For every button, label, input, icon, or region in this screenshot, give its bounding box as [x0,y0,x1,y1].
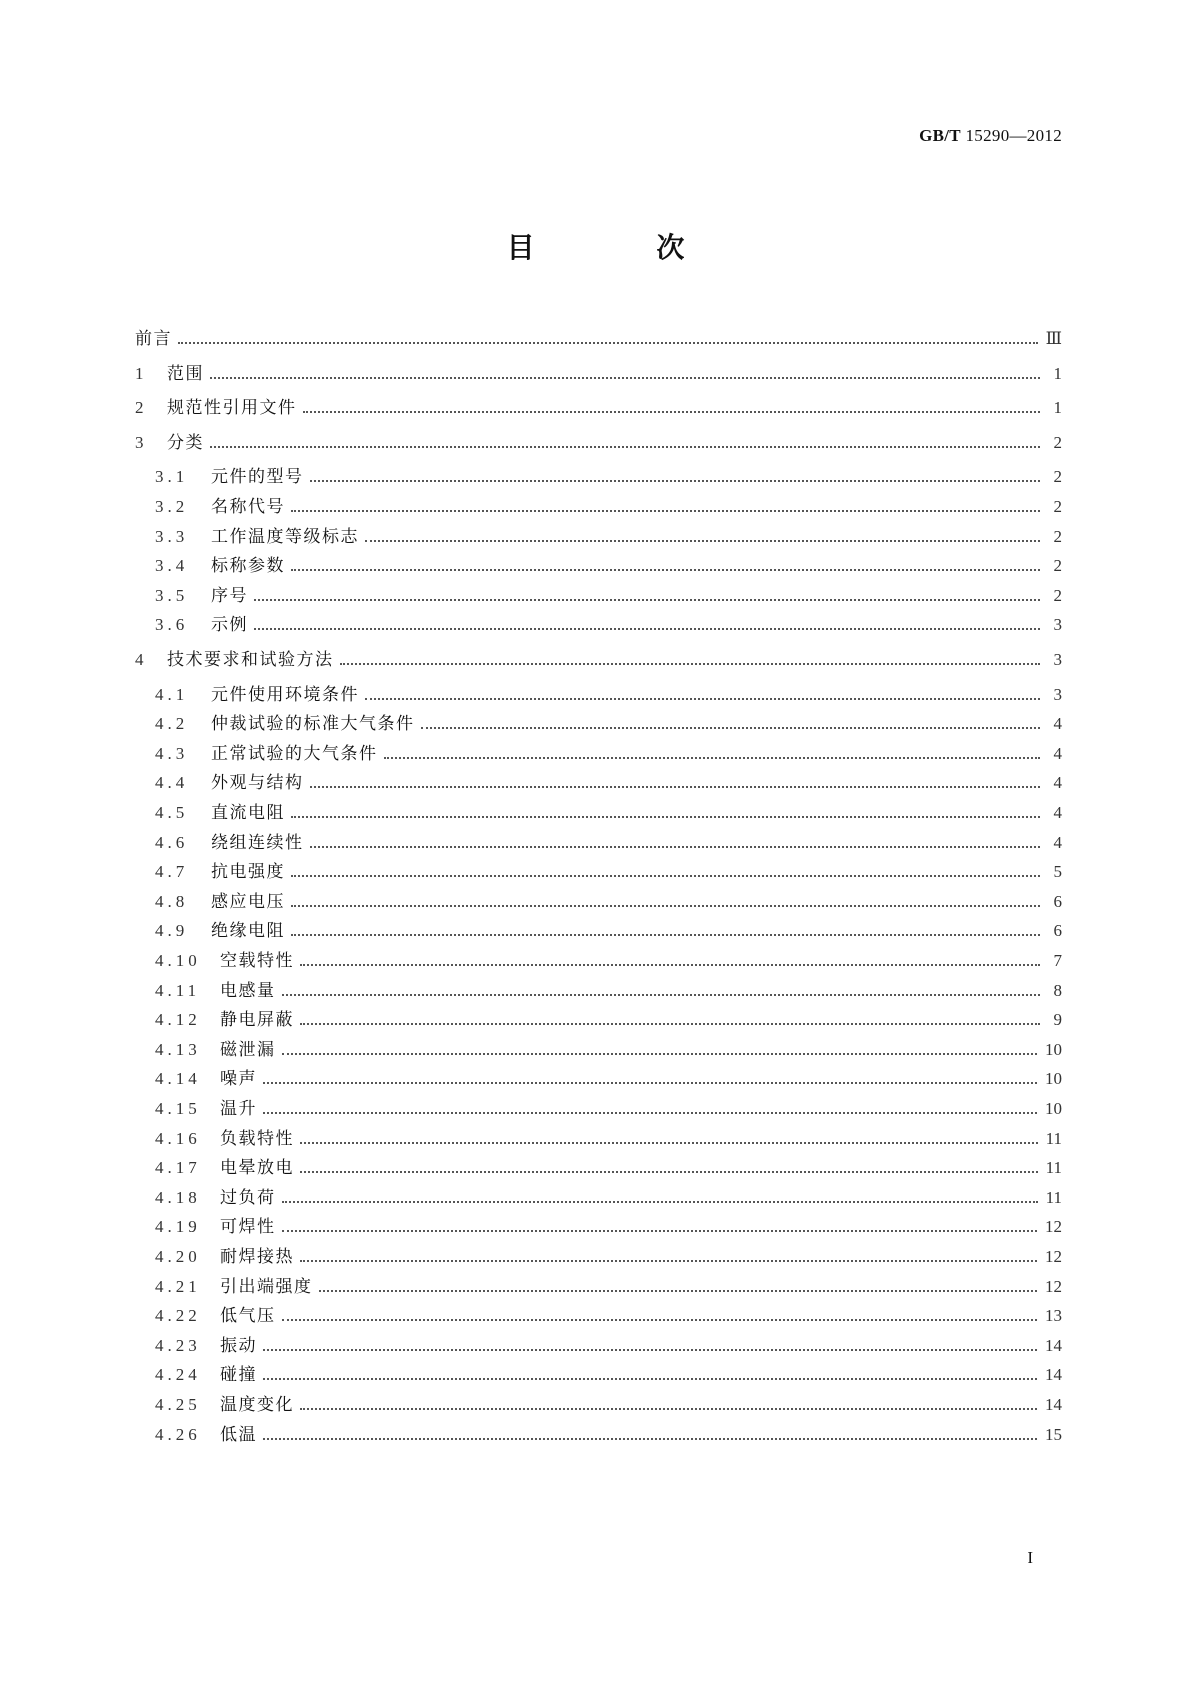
toc-entry[interactable] [135,328,1062,350]
toc-entry-label: 绝缘电阻 [211,921,285,942]
toc-entry-number: 4.11 [155,980,201,1000]
toc-entry-page: 6 [1053,891,1062,911]
toc-entry[interactable] [135,832,1062,854]
toc-entry-label: 磁泄漏 [220,1039,276,1060]
toc-entry-label: 元件的型号 [211,467,304,488]
dot-leader [291,875,1040,877]
toc-entry-page: 9 [1053,1010,1062,1030]
toc-entry-page: 2 [1053,467,1062,487]
toc-entry-label: 标称参数 [211,556,285,577]
toc-entry-number: 4.3 [155,743,189,763]
toc-entry-number: 4.25 [155,1395,201,1414]
toc-entry-page: 3 [1053,615,1062,635]
toc-entry[interactable] [135,1364,1062,1386]
toc-entry-label: 电感量 [220,980,276,1001]
toc-entry-page: 4 [1053,743,1062,763]
toc-entry-label: 感应电压 [211,891,285,912]
toc-entry-number: 4.21 [155,1276,201,1296]
toc-entry[interactable] [135,1335,1062,1357]
dot-leader [300,1171,1038,1173]
toc-entry[interactable] [135,713,1062,735]
toc-entry-number: 1 [135,363,148,383]
dot-leader [291,510,1040,512]
dot-leader [263,1378,1037,1380]
toc-entry-page: 4 [1053,803,1062,822]
toc-entry-number: 4.18 [155,1187,201,1207]
toc-entry[interactable] [135,397,1062,419]
toc-entry[interactable] [135,1128,1062,1150]
toc-entry-number: 4.14 [155,1069,201,1089]
toc-entry-page: 12 [1045,1247,1062,1266]
toc-entry-label: 范围 [167,363,204,384]
toc-entry[interactable] [135,743,1062,765]
standard-prefix: GB/T [919,126,961,145]
toc-entry-page: 14 [1045,1365,1062,1385]
dot-leader [300,1260,1037,1262]
dot-leader [282,1053,1038,1055]
toc-entry[interactable] [135,772,1062,794]
toc-entry-page: 10 [1045,1039,1062,1059]
toc-entry-label: 规范性引用文件 [167,398,297,419]
toc-entry-label: 引出端强度 [220,1276,313,1297]
toc-entry-number: 4 [135,650,148,669]
toc-entry-number: 4.17 [155,1158,201,1178]
standard-number: 15290—2012 [965,126,1062,145]
toc-entry[interactable] [135,1009,1062,1031]
dot-leader [254,628,1040,630]
toc-entry[interactable] [135,1157,1062,1179]
toc-entry-label: 直流电阻 [211,803,285,823]
toc-entry-number: 4.22 [155,1306,201,1326]
toc-entry-page: 7 [1053,951,1062,970]
toc-entry-page: 5 [1053,862,1062,882]
dot-leader [291,934,1040,936]
dot-leader [210,377,1040,379]
toc-entry-page: 1 [1053,363,1062,383]
toc-entry-label: 元件使用环境条件 [211,684,359,705]
dot-leader [300,1408,1037,1410]
dot-leader [340,663,1041,665]
toc-entry-label: 碰撞 [220,1365,257,1386]
toc-entry[interactable] [135,950,1062,972]
toc-entry[interactable] [135,585,1062,607]
toc-entry-label: 负载特性 [220,1128,294,1149]
dot-leader [282,1319,1038,1321]
toc-entry-number: 4.5 [155,803,189,822]
toc-entry-label: 分类 [167,432,204,453]
toc-entry-number: 3.2 [155,497,189,516]
toc-entry-label: 示例 [211,615,248,636]
toc-entry-page: 3 [1053,684,1062,704]
dot-leader [291,569,1040,571]
dot-leader [263,1349,1037,1351]
toc-entry-number: 3.4 [155,556,189,576]
toc-entry-page: 11 [1045,1158,1062,1178]
dot-leader [310,786,1041,788]
dot-leader [282,1230,1038,1232]
dot-leader [210,446,1040,448]
toc-entry-label: 前言 [135,329,172,349]
toc-entry-page: 2 [1053,585,1062,605]
toc-entry[interactable] [135,1276,1062,1298]
dot-leader [291,816,1040,818]
toc-entry-number: 4.9 [155,921,189,941]
toc-entry[interactable] [135,496,1062,518]
toc-entry-label: 低气压 [220,1306,276,1327]
dot-leader [300,1142,1038,1144]
toc-entry-page: 12 [1045,1217,1062,1237]
toc-entry-page: 4 [1053,714,1062,734]
toc-entry-label: 外观与结构 [211,773,304,794]
toc-entry-number: 4.2 [155,714,189,734]
dot-leader [365,540,1040,542]
toc-entry[interactable] [135,1187,1062,1209]
toc-entry-label: 温升 [220,1099,257,1119]
toc-entry-page: 11 [1045,1187,1062,1207]
toc-entry-page: 15 [1045,1424,1062,1444]
toc-entry[interactable] [135,649,1062,671]
dot-leader [303,411,1041,413]
toc-entry-label: 名称代号 [211,497,285,517]
toc-entry-number: 4.19 [155,1217,201,1237]
toc-entry-number: 4.10 [155,951,201,970]
dot-leader [291,905,1040,907]
toc-entry-label: 过负荷 [220,1187,276,1208]
toc-entry-number: 3.3 [155,526,189,546]
toc-entry-page: 10 [1045,1069,1062,1089]
toc-entry-page: 6 [1053,921,1062,941]
toc-entry-number: 4.16 [155,1128,201,1148]
toc-entry-label: 低温 [220,1424,257,1445]
toc-entry-page: 8 [1053,980,1062,1000]
toc-entry[interactable] [135,980,1062,1002]
dot-leader [319,1290,1038,1292]
dot-leader [300,1023,1040,1025]
dot-leader [178,342,1038,344]
toc-entry-number: 4.4 [155,773,189,793]
toc-entry-page: 2 [1053,526,1062,546]
toc-entry[interactable] [135,432,1062,454]
toc-entry-page: 10 [1045,1099,1062,1118]
dot-leader [365,698,1040,700]
toc-entry[interactable] [135,1068,1062,1090]
toc-entry-label: 空载特性 [220,951,294,971]
toc-entry[interactable] [135,1098,1062,1120]
toc-entry-number: 3.1 [155,467,189,487]
toc-entry-number: 4.7 [155,862,189,882]
dot-leader [282,1201,1038,1203]
toc-entry-label: 噪声 [220,1069,257,1090]
toc-entry[interactable] [135,920,1062,942]
toc-entry[interactable] [135,526,1062,548]
toc-entry-page: 14 [1045,1395,1062,1414]
toc-entry-number: 4.24 [155,1365,201,1385]
toc-entry-page: 3 [1053,650,1062,669]
toc-entry-page: 2 [1053,432,1062,452]
toc-entry-page: 2 [1053,556,1062,576]
toc-entry-page: 14 [1045,1335,1062,1355]
toc-entry-number: 4.26 [155,1424,201,1444]
page-title: 目 次 [506,231,741,264]
standard-code [919,126,1062,146]
toc-entry-label: 工作温度等级标志 [211,526,359,547]
toc-entry-number: 4.6 [155,832,189,852]
toc-entry[interactable] [135,1305,1062,1327]
toc-entry-label: 振动 [220,1335,257,1356]
dot-leader [282,994,1041,996]
toc-entry-number: 2 [135,398,148,418]
toc-entry-number: 3 [135,432,148,452]
toc-entry[interactable] [135,891,1062,913]
toc-entry[interactable] [135,363,1062,385]
toc-entry-number: 4.12 [155,1010,201,1030]
dot-leader [421,727,1041,729]
toc-entry-label: 正常试验的大气条件 [211,743,378,764]
toc-entry[interactable] [135,1216,1062,1238]
toc-entry[interactable] [135,1246,1062,1268]
toc-entry[interactable] [135,684,1062,706]
toc-entry-page: 2 [1053,497,1062,516]
toc-entry-page: Ⅲ [1045,329,1062,348]
toc-entry-label: 静电屏蔽 [220,1010,294,1031]
toc-entry-label: 技术要求和试验方法 [167,650,334,670]
toc-entry-label: 可焊性 [220,1217,276,1238]
dot-leader [300,964,1040,966]
toc-entry-page: 11 [1045,1128,1062,1148]
toc-entry-page: 12 [1045,1276,1062,1296]
toc-entry-number: 4.15 [155,1099,201,1118]
toc-entry-number: 3.5 [155,585,189,605]
toc-entry-page: 4 [1053,773,1062,793]
toc-entry-label: 耐焊接热 [220,1247,294,1267]
dot-leader [310,846,1041,848]
toc-entry-number: 4.23 [155,1335,201,1355]
toc-entry[interactable] [135,555,1062,577]
toc-entry-number: 4.13 [155,1039,201,1059]
dot-leader [254,599,1040,601]
toc-entry-number: 4.1 [155,684,189,704]
dot-leader [263,1082,1037,1084]
toc-entry-label: 抗电强度 [211,862,285,883]
toc-entry-number: 3.6 [155,615,189,635]
toc-entry-label: 温度变化 [220,1395,294,1415]
toc-entry-label: 序号 [211,585,248,606]
toc-entry-number: 4.8 [155,891,189,911]
toc-entry-label: 仲裁试验的标准大气条件 [211,714,415,735]
toc-entry[interactable] [135,466,1062,488]
dot-leader [310,480,1041,482]
toc-entry[interactable] [135,802,1062,824]
toc-entry-page: 1 [1053,398,1062,418]
page-number: I [1027,1548,1033,1567]
dot-leader [384,757,1041,759]
toc-entry[interactable] [135,614,1062,636]
dot-leader [263,1438,1037,1440]
toc-entry[interactable] [135,1394,1062,1416]
toc-entry-label: 电晕放电 [220,1158,294,1179]
toc-entry[interactable] [135,1039,1062,1061]
toc-entry-number: 4.20 [155,1247,201,1266]
toc-entry[interactable] [135,1424,1062,1446]
toc-entry-label: 绕组连续性 [211,832,304,853]
toc-entry-page: 4 [1053,832,1062,852]
toc-entry-page: 13 [1045,1306,1062,1326]
toc-entry[interactable] [135,861,1062,883]
dot-leader [263,1112,1037,1114]
